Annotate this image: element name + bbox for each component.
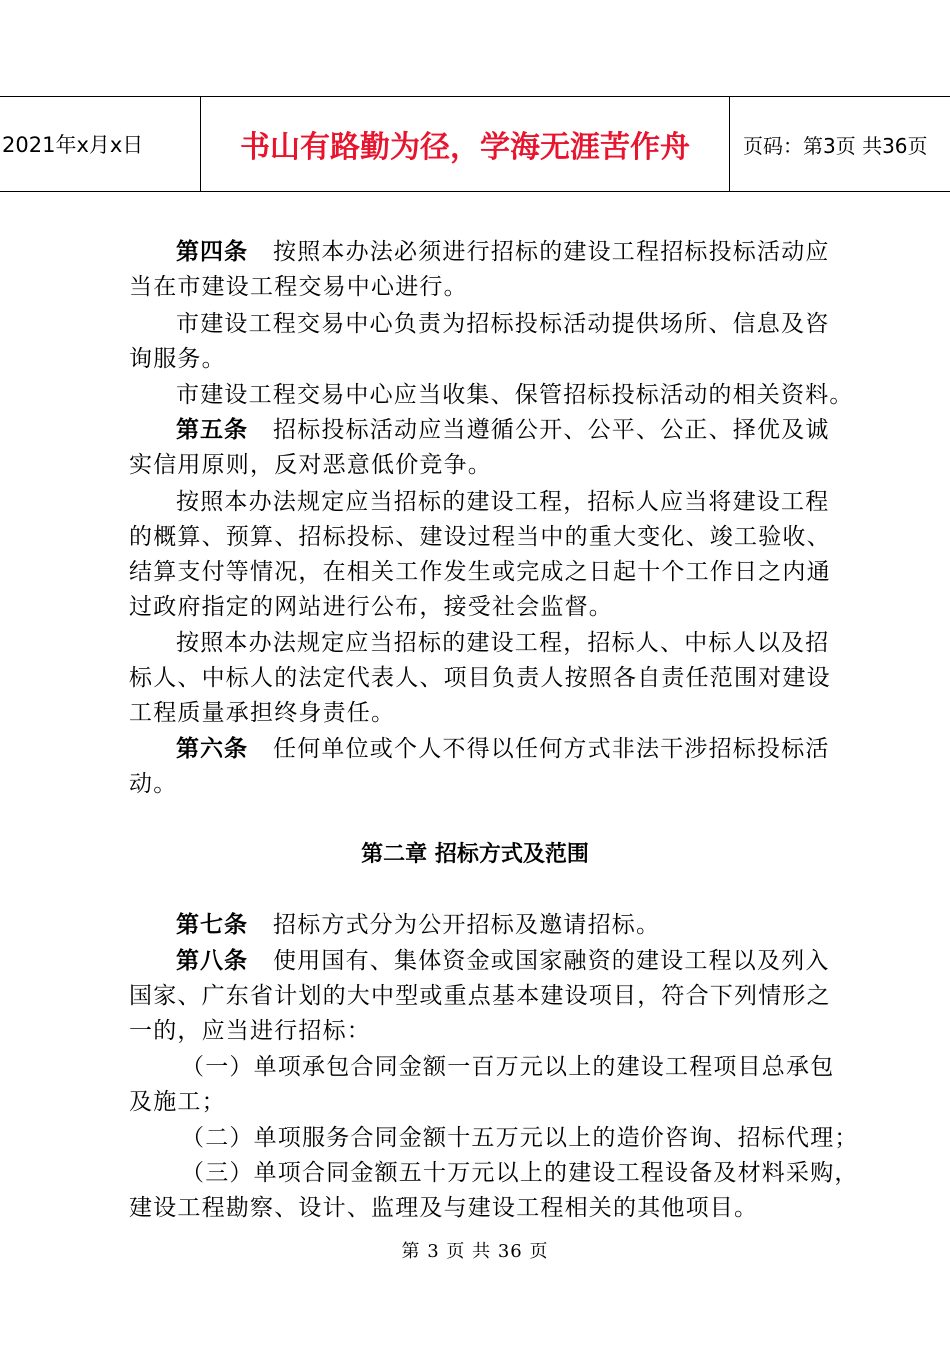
paragraph-line: 工程质量承担终身责任。 <box>129 700 396 726</box>
paragraph-line: 过政府指定的网站进行公布，接受社会监督。 <box>129 594 613 620</box>
article-8-line-2: 国家、广东省计划的大中型或重点基本建设项目，符合下列情形之 <box>129 983 831 1009</box>
article-5-title: 第五条 <box>176 417 248 443</box>
paragraph-line: 的概算、预算、招标投标、建设过程当中的重大变化、竣工验收、 <box>129 524 831 550</box>
article-7-line-1: 第七条 招标方式分为公开招标及邀请招标。 <box>176 912 661 938</box>
article-8-title: 第八条 <box>176 948 248 974</box>
article-4-line-1: 第四条 按照本办法必须进行招标的建设工程招标投标活动应 <box>176 239 830 265</box>
paragraph-line: 标人、中标人的法定代表人、项目负责人按照各自责任范围对建设 <box>129 665 831 691</box>
article-5-line-1: 第五条 招标投标活动应当遵循公开、公平、公正、择优及诚 <box>176 417 830 443</box>
article-8-line-1: 第八条 使用国有、集体资金或国家融资的建设工程以及列入 <box>176 948 830 974</box>
article-5-line-2: 实信用原则，反对恶意低价竞争。 <box>129 452 492 478</box>
paragraph-line: 结算支付等情况，在相关工作发生或完成之日起十个工作日之内通 <box>129 559 831 585</box>
paragraph-line: 市建设工程交易中心应当收集、保管招标投标活动的相关资料。 <box>176 382 854 408</box>
paragraph-line: 询服务。 <box>129 346 226 372</box>
article-6-line-1: 第六条 任何单位或个人不得以任何方式非法干涉招标投标活 <box>176 736 830 762</box>
article-6-line-2: 动。 <box>129 771 178 797</box>
paragraph-line: 按照本办法规定应当招标的建设工程，招标人、中标人以及招 <box>176 630 830 656</box>
paragraph-line: 市建设工程交易中心负责为招标投标活动提供场所、信息及咨 <box>176 311 830 337</box>
article-4-line-2: 当在市建设工程交易中心进行。 <box>129 274 468 300</box>
page-footer: 第 3 页 共 36 页 <box>401 1241 549 1262</box>
header-page-label: 页码：第3页 共36页 <box>743 133 928 158</box>
header-motto: 书山有路勤为径，学海无涯苦作舟 <box>200 97 730 191</box>
list-item-2-line-1: （二）单项服务合同金额十五万元以上的造价咨询、招标代理； <box>181 1125 859 1151</box>
chapter-heading: 第二章 招标方式及范围 <box>361 842 589 867</box>
header-date: 2021年x月x日 <box>2 133 144 157</box>
paragraph-line: 按照本办法规定应当招标的建设工程，招标人应当将建设工程 <box>176 489 830 515</box>
list-item-1-line-1: （一）单项承包合同金额一百万元以上的建设工程项目总承包 <box>181 1054 835 1080</box>
list-item-1-line-2: 及施工； <box>129 1089 226 1115</box>
list-item-3-line-2: 建设工程勘察、设计、监理及与建设工程相关的其他项目。 <box>129 1195 759 1221</box>
article-4-title: 第四条 <box>176 239 248 265</box>
article-6-title: 第六条 <box>176 736 248 762</box>
article-7-title: 第七条 <box>176 912 248 938</box>
page-header <box>0 96 950 192</box>
article-8-line-3: 一的，应当进行招标： <box>129 1018 371 1044</box>
list-item-3-line-1: （三）单项合同金额五十万元以上的建设工程设备及材料采购， <box>181 1160 859 1186</box>
